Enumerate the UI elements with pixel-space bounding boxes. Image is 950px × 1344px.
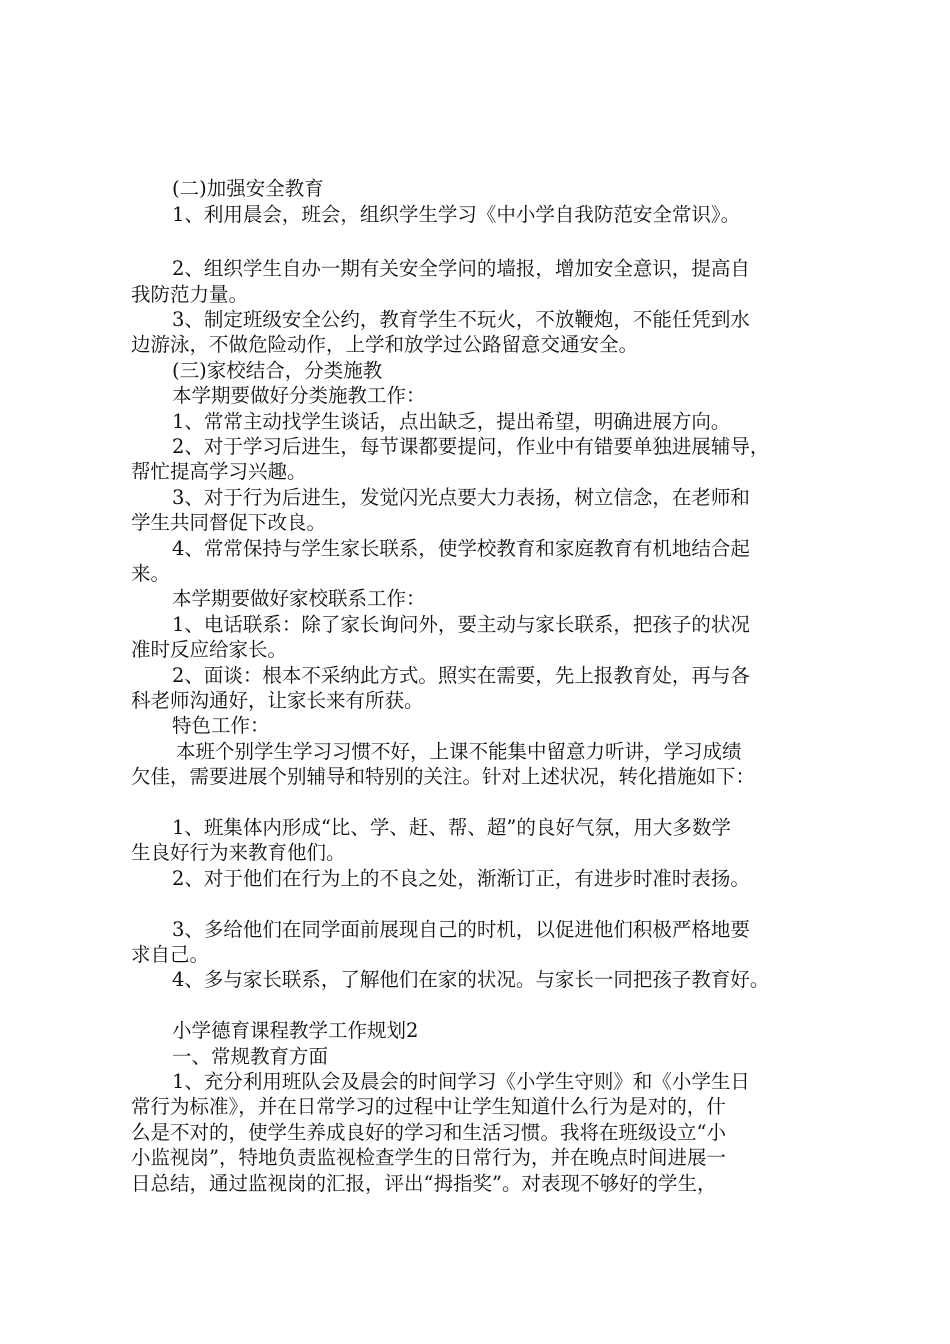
text-line: 生良好行为来教育他们。 [131,841,346,864]
text-line: (三)家校结合，分类施教 [172,359,383,382]
text-line: 1、常常主动找学生谈话，点出缺乏，提出希望，明确进展方向。 [172,410,731,433]
text-line: 1、班集体内形成“比、学、赶、帮、超”的良好气氛，用大多数学 [172,816,731,839]
text-line: (二)加强安全教育 [172,177,324,200]
text-line: 本班个别学生学习习惯不好，上课不能集中留意力听讲，学习成绩 [176,740,742,763]
text-line: 么是不对的，使学生养成良好的学习和生活习惯。我将在班级设立“小 [131,1121,726,1144]
text-line: 一、常规教育方面 [172,1045,329,1068]
text-line: 2、对于他们在行为上的不良之处，渐渐订正，有进步时准时表扬。 [172,867,750,890]
text-line: 特色工作： [172,714,270,737]
text-line: 学生共同督促下改良。 [131,511,327,534]
text-line: 边游泳，不做危险动作，上学和放学过公路留意交通安全。 [131,333,639,356]
text-line: 准时反应给家长。 [131,638,288,661]
text-line: 1、利用晨会，班会，组织学生学习《中小学自我防范安全常识》。 [172,203,741,226]
text-line: 科老师沟通好，让家长来有所获。 [131,689,424,712]
text-line: 3、制定班级安全公约，教育学生不玩火，不放鞭炮，不能任凭到水 [172,308,750,331]
text-line: 欠佳，需要进展个别辅导和特别的关注。针对上述状况，转化措施如下： [131,765,756,788]
text-line: 2、面谈：根本不采纳此方式。照实在需要，先上报教育处，再与各 [172,664,750,687]
text-line: 4、常常保持与学生家长联系，使学校教育和家庭教育有机地结合起 [172,537,750,560]
text-line: 1、充分利用班队会及晨会的时间学习《小学生守则》和《小学生日 [172,1070,750,1093]
text-line: 1、电话联系：除了家长询问外，要主动与家长联系，把孩子的状况 [172,613,750,636]
text-line: 求自己。 [131,943,210,966]
text-line: 2、对于学习后进生，每节课都要提问，作业中有错要单独进展辅导， [172,435,770,458]
text-line: 3、对于行为后进生，发觉闪光点要大力表扬，树立信念，在老师和 [172,486,750,509]
text-line: 来。 [131,562,171,585]
text-line: 3、多给他们在同学面前展现自己的时机，以促进他们积极严格地要 [172,918,750,941]
text-line: 日总结，通过监视岗的汇报，评出“拇指奖”。对表现不够好的学生， [131,1172,717,1195]
text-line: 小监视岗”，特地负责监视检查学生的日常行为，并在晚点时间进展一 [131,1146,726,1169]
text-line: 常行为标准》，并在日常学习的过程中让学生知道什么行为是对的，什 [131,1095,726,1118]
text-line: 帮忙提高学习兴趣。 [131,460,307,483]
text-line: 4、多与家长联系，了解他们在家的状况。与家长一同把孩子教育好。 [172,968,770,991]
text-line: 2、组织学生自办一期有关安全学问的墙报，增加安全意识，提高自 [172,257,750,280]
section-title: 小学德育课程教学工作规划2 [172,1019,419,1042]
text-line: 本学期要做好分类施教工作： [172,384,426,407]
text-line: 我防范力量。 [131,283,249,306]
text-line: 本学期要做好家校联系工作： [172,587,426,610]
